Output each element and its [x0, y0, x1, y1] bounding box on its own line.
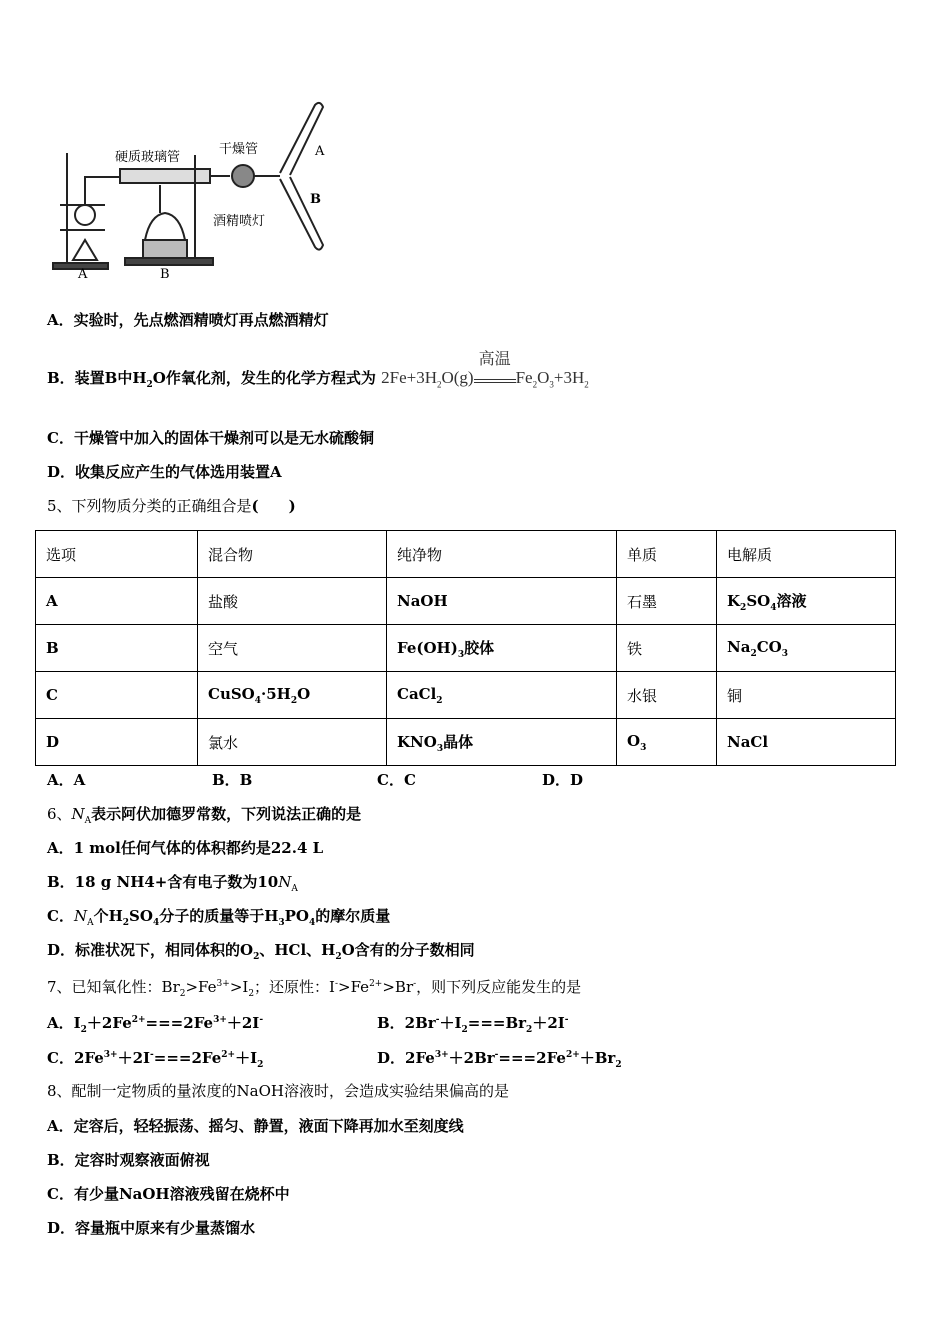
text: ===Br [467, 1014, 527, 1032]
q7-option-a [47, 1010, 263, 1040]
text: 、HCl、H [259, 941, 336, 959]
cell: 水银 [617, 672, 717, 719]
text: O含有的分子数相同 [341, 941, 475, 959]
text: 2 [436, 379, 442, 390]
text: 2 [80, 1025, 87, 1035]
cell: D [36, 719, 198, 766]
text: ·5H [261, 684, 291, 703]
q5-answer-b: B．B [212, 771, 253, 789]
text: 的摩尔质量 [315, 907, 391, 925]
text: Fe(OH) [397, 638, 458, 657]
header-cell: 选项 [36, 531, 198, 578]
text: 5、下列物质分类的正确组合是 [47, 497, 252, 515]
text: 3 [781, 648, 788, 659]
text: Na [727, 637, 751, 656]
text: 2 [290, 695, 298, 706]
text: Fe [515, 368, 533, 387]
table-row [36, 719, 896, 766]
table-row [36, 578, 896, 625]
cell: 空气 [198, 625, 387, 672]
q7-stem [47, 974, 581, 1004]
text: 个H [93, 907, 123, 925]
text: K [727, 591, 741, 610]
reaction-condition [474, 351, 516, 383]
drying-tube-label: 干燥管 [219, 142, 259, 157]
q5-answer-a: A．A [47, 771, 86, 789]
text: N [278, 873, 292, 891]
text: 表示阿伏加德罗常数，下列说法正确的是 [91, 805, 362, 823]
text: 2Fe+3H [381, 368, 437, 387]
tube-b-label: B [310, 192, 321, 207]
text: O [297, 684, 311, 703]
text: B．2Br [377, 1014, 436, 1032]
classification-table [35, 530, 896, 766]
text: O [537, 368, 550, 387]
header-cell: 电解质 [717, 531, 896, 578]
text: ===2Fe [153, 1049, 222, 1067]
cell: NaOH [387, 578, 617, 625]
q4-option-b [47, 351, 589, 395]
text: ＋2Fe [86, 1014, 132, 1032]
text: ( ) [251, 497, 296, 515]
text: 3 [457, 649, 465, 660]
cell: A [36, 578, 198, 625]
text: N [73, 907, 88, 925]
text: - [334, 979, 339, 989]
text: 6、 [47, 805, 72, 823]
cell: 氯水 [198, 719, 387, 766]
text: 3+ [434, 1050, 449, 1060]
q4-option-c: C．干燥管中加入的固体干燥剂可以是无水硫酸铜 [47, 429, 374, 447]
text: 2+ [369, 979, 383, 989]
tube-a-label: A [315, 144, 325, 159]
text: 2 [461, 1025, 468, 1035]
lamp-label: 酒精喷灯 [213, 214, 266, 229]
text: - [150, 1050, 154, 1060]
text: B．装置B中H [47, 369, 147, 387]
text: 4 [309, 918, 316, 928]
cell [198, 672, 387, 719]
text: ＋Br [579, 1049, 616, 1067]
text: B．18 g NH4+含有电子数为10 [47, 873, 279, 891]
q4-option-a: A．实验时，先点燃酒精喷灯再点燃酒精灯 [47, 311, 329, 329]
text: 高温 [478, 351, 511, 368]
text: ===2Fe [145, 1014, 214, 1032]
text: ＋I [235, 1049, 258, 1067]
text: 3+ [103, 1050, 118, 1060]
text: +3H [553, 368, 585, 387]
text: - [494, 1050, 499, 1060]
text: 2 [122, 918, 130, 928]
q5-stem [47, 496, 296, 516]
text: A [87, 918, 94, 928]
text: 分子的质量等于H [159, 907, 279, 925]
apparatus-diagram [45, 95, 335, 280]
q8-option-a: A．定容后，轻轻振荡、摇匀、静置，液面下降再加水至刻度线 [47, 1117, 464, 1135]
chemical-equation [381, 351, 589, 390]
q8-option-c: C．有少量NaOH溶液残留在烧杯中 [47, 1185, 290, 1203]
text: 2 [526, 1025, 533, 1035]
cell: 石墨 [617, 578, 717, 625]
text: 溶液 [776, 591, 807, 610]
text: 2 [335, 952, 342, 962]
text: - [564, 1015, 569, 1025]
q7-option-b [377, 1010, 569, 1040]
text: ＋2I [532, 1014, 565, 1032]
text: A．I [47, 1014, 81, 1032]
q6-option-a: A．1 mol任何气体的体积都约是22.4 L [47, 839, 324, 857]
text: 4 [152, 918, 160, 928]
text: >Fe [338, 978, 370, 996]
text: 2 [146, 380, 153, 390]
cell: B [36, 625, 198, 672]
text: 晶体 [443, 732, 474, 751]
cell: 铜 [717, 672, 896, 719]
text: SO [746, 591, 771, 610]
text: - [435, 1015, 440, 1025]
text: CaCl [397, 684, 437, 703]
cell: C [36, 672, 198, 719]
text: CuSO [208, 684, 255, 703]
text: 2 [257, 1060, 264, 1070]
text: 4 [254, 695, 262, 706]
cell: 铁 [617, 625, 717, 672]
text: >Fe [185, 978, 217, 996]
text: 2 [436, 695, 443, 706]
text: D．2Fe [377, 1049, 435, 1067]
text: - [413, 979, 417, 989]
text: 2 [750, 648, 757, 659]
text: 3+ [213, 1015, 227, 1025]
text: 3 [278, 918, 285, 928]
text: 2 [584, 379, 589, 390]
q6-option-b [47, 872, 298, 899]
cell [617, 719, 717, 766]
cell: 盐酸 [198, 578, 387, 625]
header-cell: 单质 [617, 531, 717, 578]
q5-answer-d: D．D [542, 771, 584, 789]
cell [387, 719, 617, 766]
text: 3+ [216, 979, 230, 989]
text: >Br [382, 978, 414, 996]
q7-option-d [377, 1045, 622, 1075]
text: KNO [397, 732, 437, 751]
text: >I [229, 978, 249, 996]
table-row [36, 672, 896, 719]
apparatus-b-label: B [160, 267, 170, 280]
cell [717, 625, 896, 672]
text: ===2Fe [498, 1049, 566, 1067]
text: ＋2Br [448, 1049, 495, 1067]
q4-option-d: D．收集反应产生的气体选用装置A [47, 463, 282, 481]
cell [387, 672, 617, 719]
text: 3 [640, 742, 647, 753]
text: 3 [436, 743, 444, 754]
text: O(g) [441, 368, 474, 387]
text: ；还原性：I [254, 978, 335, 996]
text: D．标准状况下，相同体积的O [47, 941, 254, 959]
text: ，则下列反应能发生的是 [416, 978, 582, 996]
text: 2+ [131, 1015, 146, 1025]
table-header-row [36, 531, 896, 578]
text: 2 [740, 602, 747, 613]
text: 胶体 [464, 638, 495, 657]
cell [717, 578, 896, 625]
text: SO [129, 907, 153, 925]
cell [387, 625, 617, 672]
header-cell: 混合物 [198, 531, 387, 578]
text: 2 [615, 1060, 622, 1070]
text: A [291, 884, 298, 894]
text: - [259, 1015, 264, 1025]
text: A [84, 816, 92, 826]
q6-option-c [47, 906, 390, 933]
q8-stem: 8、配制一定物质的量浓度的NaOH溶液时，会造成实验结果偏高的是 [47, 1082, 509, 1100]
text: ＋2I [117, 1049, 151, 1067]
text: O作氧化剂，发生的化学方程式为 [152, 369, 376, 387]
q6-option-d [47, 940, 475, 967]
text: 2 [532, 379, 538, 390]
apparatus-a-label: A [78, 267, 88, 280]
q8-option-b: B．定容时观察液面俯视 [47, 1151, 210, 1169]
text: 2+ [221, 1050, 236, 1060]
text: 2 [179, 989, 186, 999]
text: 2 [248, 989, 255, 999]
text: N [71, 805, 85, 823]
text: 4 [770, 602, 777, 613]
text: C．2Fe [47, 1049, 104, 1067]
text: 2+ [565, 1050, 580, 1060]
text: ＋2I [226, 1014, 260, 1032]
text: O [627, 731, 641, 750]
text: C． [47, 907, 74, 925]
q7-option-c [47, 1045, 263, 1075]
text: PO [284, 907, 310, 925]
glass-tube-label: 硬质玻璃管 [115, 150, 181, 165]
text: ＋I [439, 1014, 462, 1032]
text: CO [756, 637, 782, 656]
text: 2 [253, 952, 260, 962]
text: 3 [549, 379, 554, 390]
header-cell: 纯净物 [387, 531, 617, 578]
cell: NaCl [717, 719, 896, 766]
q5-answer-c: C．C [377, 771, 416, 789]
q8-option-d: D．容量瓶中原来有少量蒸馏水 [47, 1219, 256, 1237]
q6-stem [47, 804, 361, 831]
text: 7、已知氧化性：Br [47, 978, 180, 996]
table-row [36, 625, 896, 672]
